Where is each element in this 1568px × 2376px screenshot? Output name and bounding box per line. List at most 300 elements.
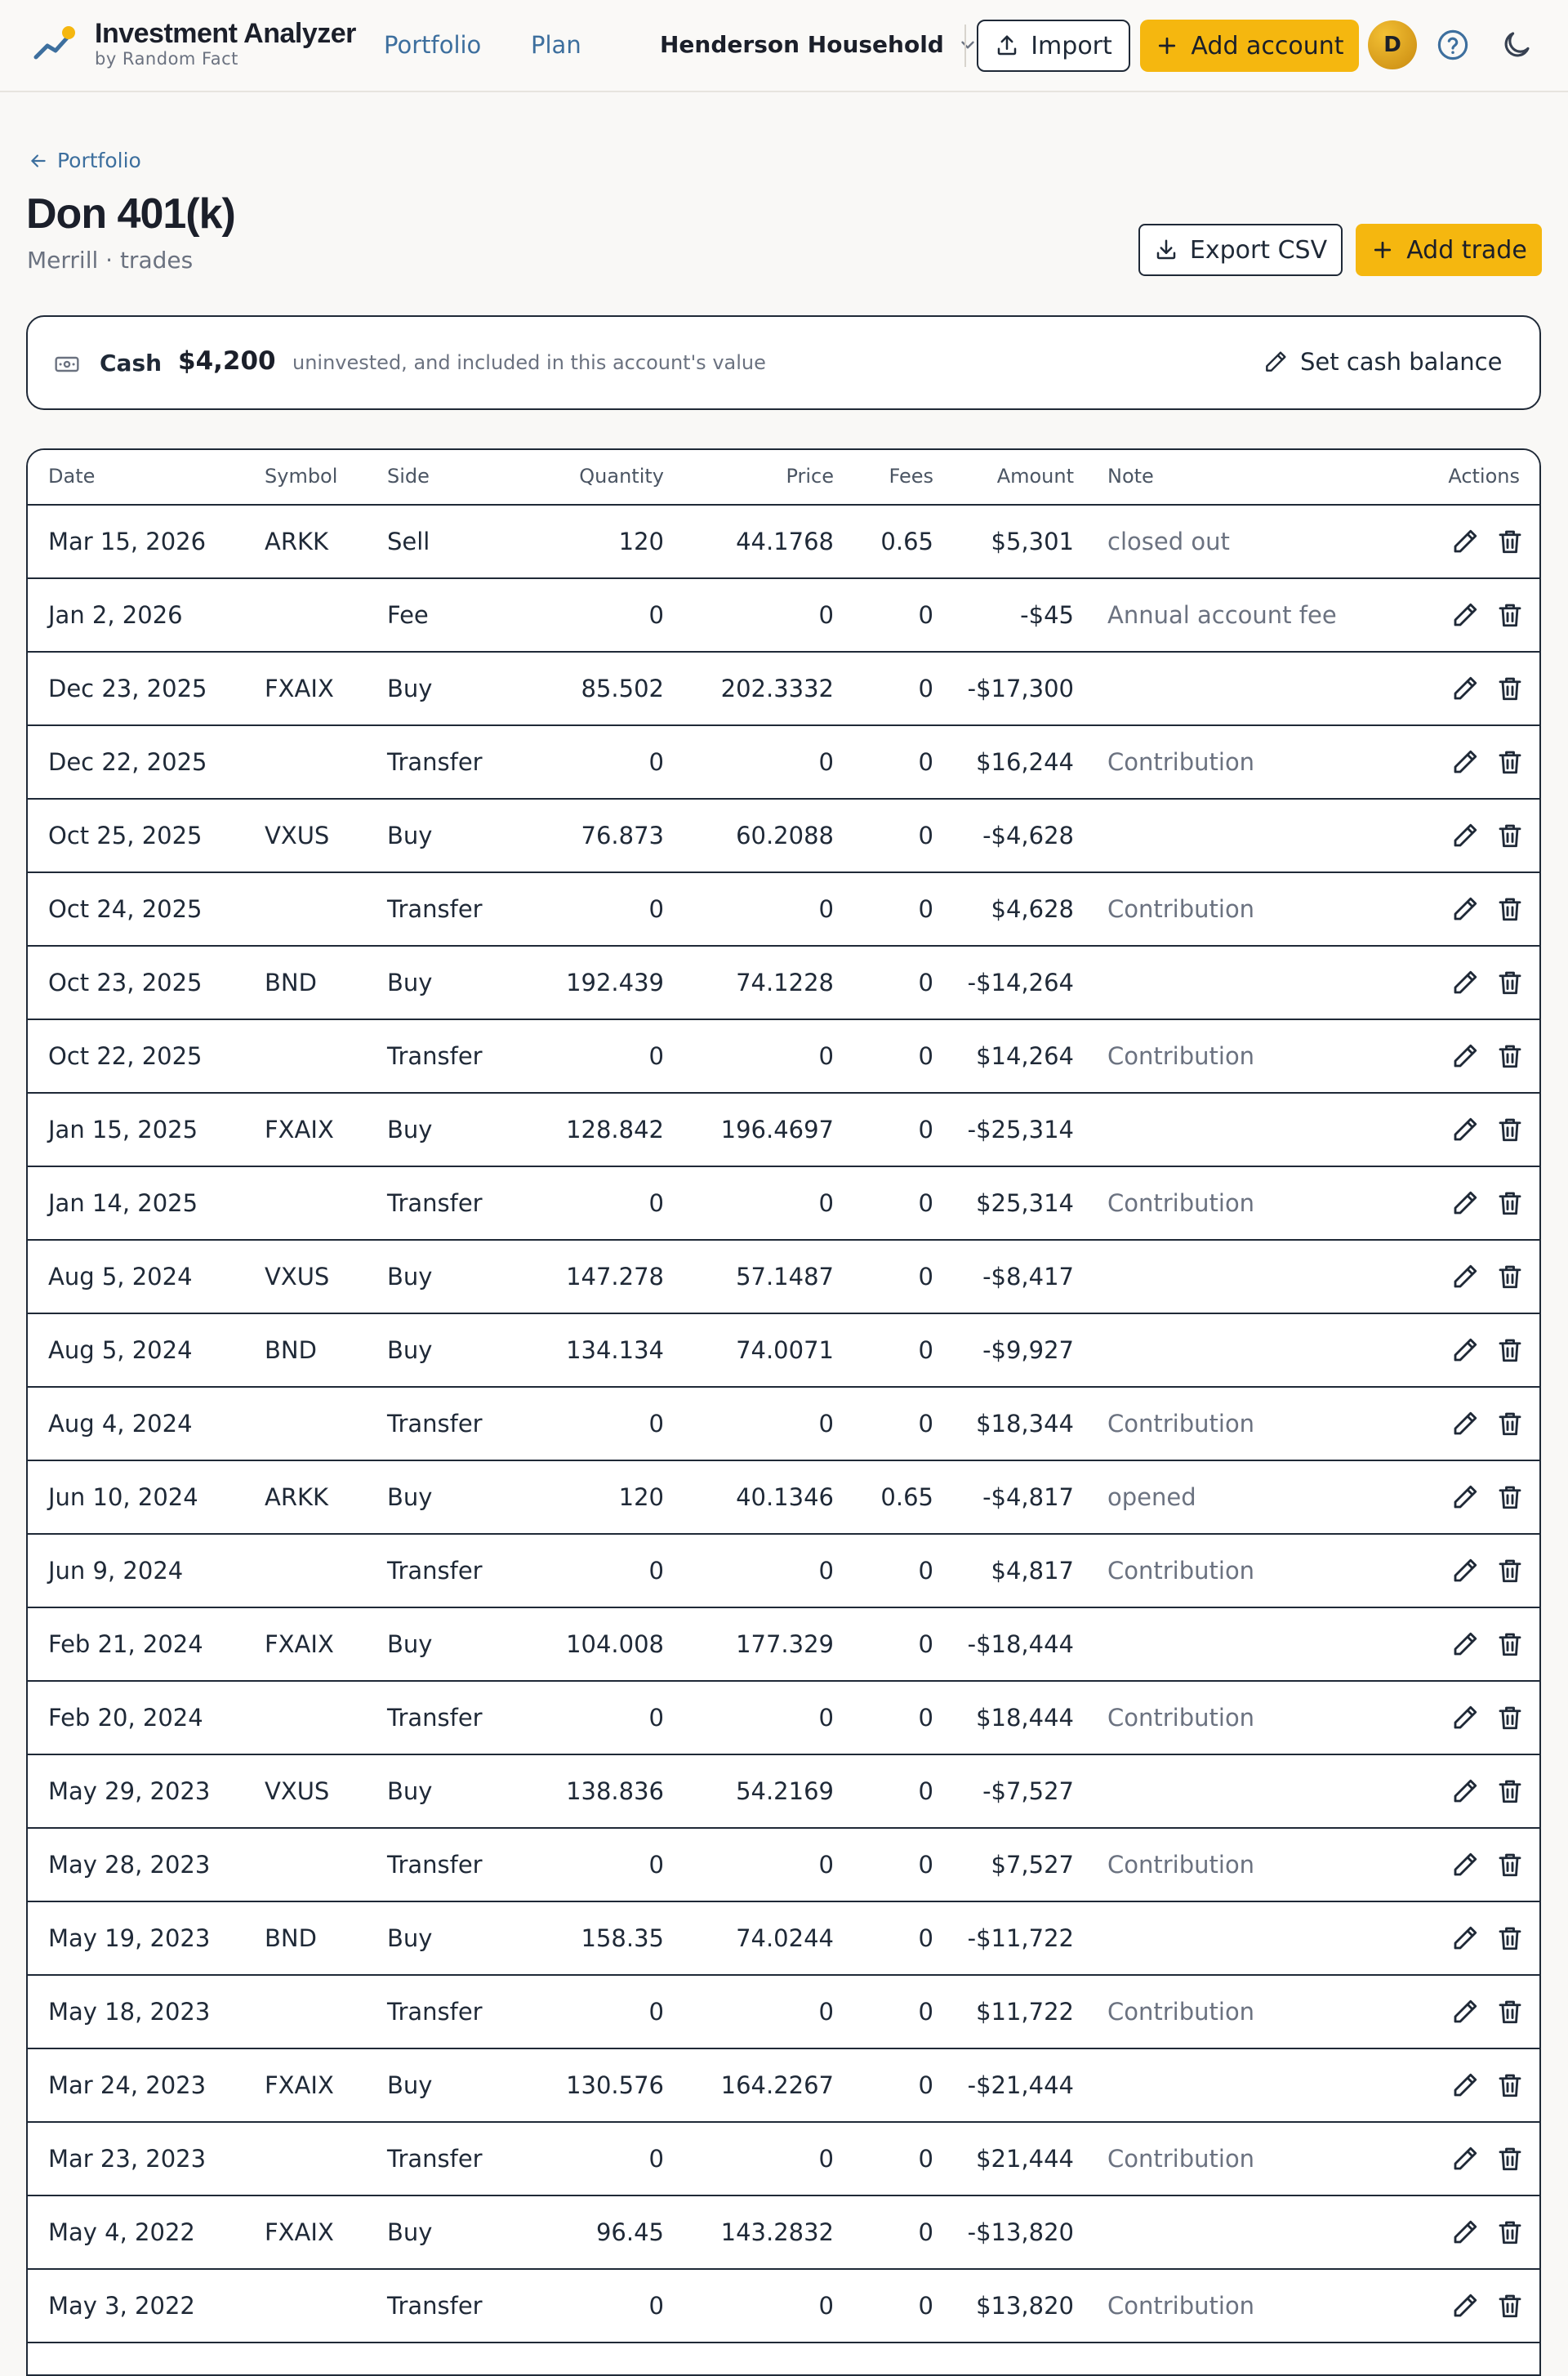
header-side[interactable]: Side [387,465,430,488]
delete-row-button[interactable] [1495,968,1525,997]
header-amount[interactable]: Amount [996,465,1074,488]
cell-symbol: VXUS [265,1263,330,1291]
help-icon[interactable] [1436,28,1470,62]
cell-quantity: 158.35 [581,1924,664,1952]
top-navigation [0,0,1568,92]
trash-icon [1495,1262,1525,1291]
delete-row-button[interactable] [1495,1409,1525,1438]
avatar-initial: D [1383,33,1401,57]
trash-icon [1495,1703,1525,1732]
edit-row-button[interactable] [1450,2218,1480,2247]
cell-side: Transfer [387,2145,483,2173]
cell-note: Contribution [1107,2292,1255,2320]
cell-fees: 0 [918,1704,933,1732]
cell-amount: -$18,444 [967,1630,1074,1658]
cell-date: May 29, 2023 [48,1777,211,1805]
cell-price: 0 [818,1042,834,1070]
delete-row-button[interactable] [1495,2071,1525,2100]
edit-row-button[interactable] [1450,1262,1480,1291]
cell-quantity: 120 [618,1483,664,1511]
nav-plan[interactable]: Plan [531,31,581,59]
edit-row-button[interactable] [1450,2071,1480,2100]
chevron-down-icon [957,34,978,56]
cell-price: 60.2088 [736,822,834,849]
table-row [28,2196,1539,2270]
household-label: Henderson Household [660,31,944,58]
cell-fees: 0 [918,1557,933,1585]
cell-quantity: 130.576 [566,2071,664,2099]
cell-quantity: 85.502 [581,675,664,702]
upload-icon [995,33,1019,58]
delete-row-button[interactable] [1495,821,1525,850]
header-symbol[interactable]: Symbol [265,465,338,488]
cell-side: Transfer [387,2292,483,2320]
edit-row-button[interactable] [1450,821,1480,850]
cell-symbol: VXUS [265,822,330,849]
header-date[interactable]: Date [48,465,96,488]
pencil-icon [1450,2291,1480,2320]
edit-row-button[interactable] [1450,527,1480,556]
cell-price: 177.329 [736,1630,834,1658]
cell-date: Jan 14, 2025 [48,1189,198,1217]
edit-row-button[interactable] [1450,1188,1480,1218]
cell-amount: $4,628 [991,895,1074,923]
edit-row-button[interactable] [1450,1335,1480,1365]
cell-symbol: BND [265,1336,317,1364]
cell-side: Buy [387,2071,433,2099]
cell-amount: $25,314 [976,1189,1074,1217]
cell-note: Contribution [1107,2145,1255,2173]
cell-quantity: 0 [648,2145,664,2173]
cell-date: Aug 5, 2024 [48,1263,193,1291]
cell-side: Transfer [387,1851,483,1879]
cell-symbol: BND [265,969,317,996]
cell-note: Contribution [1107,748,1255,776]
delete-row-button[interactable] [1495,2144,1525,2173]
export-csv-label: Export CSV [1189,235,1328,265]
import-button[interactable] [977,20,1130,72]
cell-price: 0 [818,1704,834,1732]
edit-row-button[interactable] [1450,1776,1480,1806]
cell-side: Transfer [387,1557,483,1585]
edit-row-button[interactable] [1450,1409,1480,1438]
delete-row-button[interactable] [1495,1924,1525,1953]
cell-amount: $5,301 [991,528,1074,555]
cell-fees: 0 [918,601,933,629]
pencil-icon [1450,1188,1480,1218]
trash-icon [1495,674,1525,703]
pencil-icon [1450,1556,1480,1585]
cell-amount: -$45 [1020,601,1074,629]
brand-title: Investment Analyzer [95,18,356,49]
trash-icon [1495,1041,1525,1071]
edit-row-button[interactable] [1450,600,1480,630]
import-label: Import [1031,31,1112,60]
edit-row-button[interactable] [1450,2291,1480,2320]
cell-amount: -$4,628 [982,822,1074,849]
cell-symbol: BND [265,1924,317,1952]
cell-date: Aug 5, 2024 [48,1336,193,1364]
cell-date: Feb 21, 2024 [48,1630,203,1658]
export-csv-button[interactable] [1138,224,1343,276]
table-row [28,1682,1539,1755]
delete-row-button[interactable] [1495,1776,1525,1806]
trash-icon [1495,1776,1525,1806]
cell-price: 0 [818,2292,834,2320]
add-account-label: Add account [1191,31,1344,60]
trash-icon [1495,1997,1525,2026]
download-icon [1154,238,1178,262]
pencil-icon [1450,1703,1480,1732]
cell-quantity: 0 [648,1189,664,1217]
edit-row-button[interactable] [1450,1629,1480,1659]
table-header [28,450,1539,506]
pencil-icon [1450,968,1480,997]
delete-row-button[interactable] [1495,2291,1525,2320]
cell-quantity: 192.439 [566,969,664,996]
trash-icon [1495,1556,1525,1585]
cell-amount: $14,264 [976,1042,1074,1070]
cell-fees: 0 [918,1924,933,1952]
pencil-icon [1263,349,1289,375]
cell-side: Buy [387,1116,433,1143]
cell-date: Jun 9, 2024 [48,1557,184,1585]
cell-side: Buy [387,1630,433,1658]
cell-date: Mar 23, 2023 [48,2145,207,2173]
cell-date: May 28, 2023 [48,1851,211,1879]
cell-fees: 0 [918,1851,933,1879]
cell-note: Annual account fee [1107,601,1337,629]
cell-amount: -$8,417 [982,1263,1074,1291]
cell-fees: 0 [918,895,933,923]
page-title: Don 401(k) [26,190,235,238]
table-row [28,1020,1539,1094]
cell-note: opened [1107,1483,1196,1511]
edit-row-button[interactable] [1450,894,1480,924]
cell-side: Fee [387,601,429,629]
moon-icon[interactable] [1499,28,1534,62]
pencil-icon [1450,674,1480,703]
cell-date: Aug 4, 2024 [48,1410,193,1438]
cell-fees: 0.65 [880,528,933,555]
cell-date: Dec 23, 2025 [48,675,207,702]
cell-price: 0 [818,1189,834,1217]
cell-side: Transfer [387,1998,483,2026]
cell-note: Contribution [1107,895,1255,923]
pencil-icon [1450,894,1480,924]
cell-quantity: 96.45 [595,2218,664,2246]
trash-icon [1495,600,1525,630]
cell-price: 143.2832 [720,2218,834,2246]
edit-row-button[interactable] [1450,1703,1480,1732]
delete-row-button[interactable] [1495,1115,1525,1144]
cell-note: Contribution [1107,1410,1255,1438]
cell-date: Oct 22, 2025 [48,1042,203,1070]
table-row [28,653,1539,726]
cell-quantity: 0 [648,1704,664,1732]
pencil-icon [1450,2071,1480,2100]
table-row [28,1976,1539,2049]
back-link-label: Portfolio [57,149,141,172]
add-account-button[interactable] [1140,20,1359,72]
cell-fees: 0 [918,675,933,702]
cell-side: Transfer [387,895,483,923]
cell-quantity: 76.873 [581,822,664,849]
cell-quantity: 134.134 [566,1336,664,1364]
table-row [28,1902,1539,1976]
cell-fees: 0 [918,1042,933,1070]
plus-icon [1370,238,1395,262]
cell-quantity: 104.008 [566,1630,664,1658]
delete-row-button[interactable] [1495,600,1525,630]
cell-date: Dec 22, 2025 [48,748,207,776]
header-fees[interactable]: Fees [889,465,933,488]
cell-quantity: 0 [648,895,664,923]
edit-row-button[interactable] [1450,1482,1480,1512]
cell-price: 57.1487 [736,1263,834,1291]
trash-icon [1495,527,1525,556]
cell-symbol: ARKK [265,1483,329,1511]
cell-amount: $21,444 [976,2145,1074,2173]
cell-date: May 19, 2023 [48,1924,211,1952]
cell-side: Buy [387,1336,433,1364]
pencil-icon [1450,1482,1480,1512]
cell-date: Oct 24, 2025 [48,895,203,923]
cell-amount: $7,527 [991,1851,1074,1879]
cell-amount: -$9,927 [982,1336,1074,1364]
header-quantity[interactable]: Quantity [579,465,664,488]
pencil-icon [1450,1776,1480,1806]
pencil-icon [1450,1262,1480,1291]
cell-price: 0 [818,2145,834,2173]
cell-amount: $4,817 [991,1557,1074,1585]
cell-quantity: 138.836 [566,1777,664,1805]
cell-symbol: ARKK [265,528,329,555]
edit-row-button[interactable] [1450,2144,1480,2173]
cell-date: May 4, 2022 [48,2218,195,2246]
cell-fees: 0 [918,1410,933,1438]
cell-fees: 0 [918,748,933,776]
cell-quantity: 0 [648,2292,664,2320]
cell-amount: $13,820 [976,2292,1074,2320]
edit-row-button[interactable] [1450,674,1480,703]
table-row [28,1094,1539,1167]
delete-row-button[interactable] [1495,1997,1525,2026]
cell-side: Sell [387,528,430,555]
cell-quantity: 120 [618,528,664,555]
add-trade-button[interactable] [1356,224,1542,276]
cell-fees: 0 [918,1998,933,2026]
cell-note: Contribution [1107,1998,1255,2026]
cell-note: Contribution [1107,1851,1255,1879]
cell-amount: $18,344 [976,1410,1074,1438]
edit-row-button[interactable] [1450,1850,1480,1879]
cell-amount: $16,244 [976,748,1074,776]
cell-fees: 0 [918,1116,933,1143]
cash-amount: $4,200 [178,346,276,376]
trash-icon [1495,2071,1525,2100]
cell-note: Contribution [1107,1189,1255,1217]
cell-date: Mar 24, 2023 [48,2071,207,2099]
cell-amount: -$4,817 [982,1483,1074,1511]
pencil-icon [1450,527,1480,556]
table-row [28,506,1539,579]
table-row [28,726,1539,800]
trash-icon [1495,968,1525,997]
cell-note: closed out [1107,528,1230,555]
delete-row-button[interactable] [1495,1041,1525,1071]
pencil-icon [1450,2218,1480,2247]
edit-row-button[interactable] [1450,968,1480,997]
header-actions: Actions [1448,465,1520,488]
pencil-icon [1450,1924,1480,1953]
cash-balance-bar [26,315,1541,410]
edit-row-button[interactable] [1450,1041,1480,1071]
pencil-icon [1450,1041,1480,1071]
delete-row-button[interactable] [1495,527,1525,556]
cell-quantity: 0 [648,1557,664,1585]
cell-price: 0 [818,1998,834,2026]
edit-row-button[interactable] [1450,747,1480,777]
cell-quantity: 0 [648,1042,664,1070]
cell-quantity: 0 [648,1410,664,1438]
table-row [28,947,1539,1020]
nav-portfolio[interactable]: Portfolio [384,31,482,59]
cell-date: Feb 20, 2024 [48,1704,203,1732]
household-selector[interactable] [660,31,978,58]
table-row [28,579,1539,653]
cell-symbol: FXAIX [265,2071,334,2099]
cell-fees: 0 [918,2071,933,2099]
delete-row-button[interactable] [1495,1262,1525,1291]
cell-fees: 0 [918,2292,933,2320]
cell-quantity: 0 [648,748,664,776]
cell-symbol: FXAIX [265,1630,334,1658]
brand-subtitle: by Random Fact [95,49,238,69]
cell-price: 0 [818,895,834,923]
header-note[interactable]: Note [1107,465,1154,488]
cell-price: 74.1228 [736,969,834,996]
divider [964,25,966,67]
cell-date: Mar 15, 2026 [48,528,207,555]
table-row [28,1829,1539,1902]
edit-row-button[interactable] [1450,1556,1480,1585]
cell-fees: 0 [918,2218,933,2246]
cell-date: Jan 15, 2025 [48,1116,198,1143]
delete-row-button[interactable] [1495,2218,1525,2247]
cell-quantity: 0 [648,1998,664,2026]
cell-date: Oct 23, 2025 [48,969,203,996]
arrow-left-icon [28,150,49,172]
cell-fees: 0 [918,969,933,996]
table-row [28,2049,1539,2123]
cell-side: Buy [387,1263,433,1291]
cell-date: May 3, 2022 [48,2292,195,2320]
set-cash-balance-label: Set cash balance [1300,348,1503,376]
delete-row-button[interactable] [1495,894,1525,924]
cell-date: Jan 2, 2026 [48,601,183,629]
cell-price: 0 [818,1851,834,1879]
delete-row-button[interactable] [1495,1850,1525,1879]
cell-amount: $11,722 [976,1998,1074,2026]
delete-row-button[interactable] [1495,1556,1525,1585]
table-row [28,1167,1539,1241]
delete-row-button[interactable] [1495,1335,1525,1365]
cell-price: 44.1768 [736,528,834,555]
cash-icon [54,351,80,377]
trash-icon [1495,1335,1525,1365]
cell-note: Contribution [1107,1042,1255,1070]
pencil-icon [1450,821,1480,850]
cell-price: 54.2169 [736,1777,834,1805]
trash-icon [1495,1482,1525,1512]
trash-icon [1495,2218,1525,2247]
cell-side: Buy [387,1483,433,1511]
cell-price: 196.4697 [720,1116,834,1143]
cell-fees: 0 [918,2145,933,2173]
cell-side: Buy [387,2218,433,2246]
cell-quantity: 0 [648,1851,664,1879]
table-row [28,1388,1539,1461]
table-row [28,1241,1539,1314]
plus-icon [1155,33,1179,58]
cell-amount: -$14,264 [967,969,1074,996]
pencil-icon [1450,747,1480,777]
delete-row-button[interactable] [1495,1703,1525,1732]
trash-icon [1495,1850,1525,1879]
cell-symbol: FXAIX [265,1116,334,1143]
delete-row-button[interactable] [1495,1188,1525,1218]
cell-price: 0 [818,1410,834,1438]
trash-icon [1495,1629,1525,1659]
cash-note: uninvested, and included in this account's value [292,351,766,374]
cell-side: Transfer [387,748,483,776]
header-price[interactable]: Price [786,465,834,488]
pencil-icon [1450,1409,1480,1438]
avatar[interactable] [1368,20,1417,69]
edit-row-button[interactable] [1450,1115,1480,1144]
pencil-icon [1450,600,1480,630]
trash-icon [1495,2144,1525,2173]
edit-row-button[interactable] [1450,1924,1480,1953]
delete-row-button[interactable] [1495,747,1525,777]
cell-fees: 0 [918,1630,933,1658]
back-to-portfolio-link[interactable] [28,149,141,172]
cell-price: 164.2267 [720,2071,834,2099]
cell-amount: -$17,300 [967,675,1074,702]
edit-row-button[interactable] [1450,1997,1480,2026]
delete-row-button[interactable] [1495,1482,1525,1512]
set-cash-balance-button[interactable] [1263,348,1502,376]
cell-amount: $18,444 [976,1704,1074,1732]
table-row [28,1535,1539,1608]
delete-row-button[interactable] [1495,674,1525,703]
trash-icon [1495,1115,1525,1144]
cell-fees: 0 [918,1336,933,1364]
cell-fees: 0.65 [880,1483,933,1511]
cell-price: 74.0071 [736,1336,834,1364]
cell-price: 0 [818,1557,834,1585]
cell-side: Transfer [387,1410,483,1438]
table-row [28,873,1539,947]
cell-fees: 0 [918,1189,933,1217]
table-row [28,800,1539,873]
cell-side: Buy [387,822,433,849]
trend-logo-icon [33,21,77,65]
delete-row-button[interactable] [1495,1629,1525,1659]
cell-price: 0 [818,601,834,629]
cell-side: Transfer [387,1042,483,1070]
